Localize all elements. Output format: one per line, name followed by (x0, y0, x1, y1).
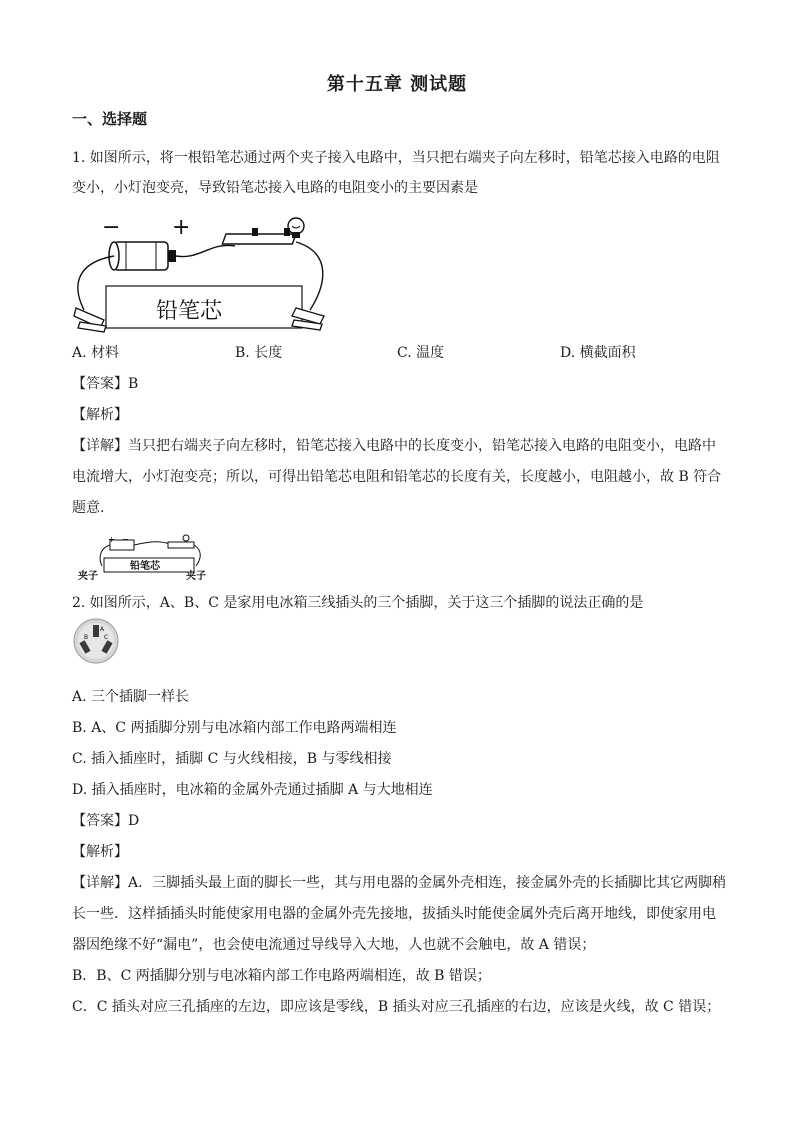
q2-detail-line1: 【详解】A．三脚插头最上面的脚长一些，其与用电器的金属外壳相连，接金属外壳的长插脚比其它两脚稍 (72, 875, 727, 891)
q1-small-right-clip: 夹子 (186, 571, 206, 582)
q1-analysis-heading: 【解析】 (72, 407, 128, 423)
q2-detail-line5: C．C 插头对应三孔插座的左边，即应该是零线，B 插头对应三孔插座的右边，应该是火线，故 C 错误； (72, 999, 721, 1015)
q1-answer: 【答案】B (72, 376, 139, 392)
q1-small-label: 铅笔芯 (130, 561, 160, 572)
q1-detail-line3: 题意. (72, 500, 105, 516)
q1-option-b: B. 长度 (235, 345, 283, 361)
q1-option-a: A. 材料 (72, 345, 120, 361)
battery-icon (109, 242, 176, 270)
left-clip-icon (74, 308, 106, 332)
svg-text:+: + (108, 535, 115, 544)
section-heading: 一、选择题 (72, 110, 148, 128)
bulb-icon (222, 218, 304, 244)
q1-detail-line1: 【详解】当只把右端夹子向左移时，铅笔芯接入电路中的长度变小，铅笔芯接入电路的电阻变小，电路中 (72, 438, 716, 454)
q2-pin-c-label: C (104, 634, 109, 641)
q1-plus-sign: + (172, 215, 191, 240)
q1-option-d: D. 横截面积 (560, 345, 636, 361)
page-title: 第十五章 测试题 (326, 74, 468, 95)
q1-detail-line2: 电流增大，小灯泡变亮；所以，可得出铅笔芯电阻和铅笔芯的长度有关，长度越小，电阻越小，故 B 符合 (72, 469, 722, 485)
q2-option-c: C. 插入插座时，插脚 C 与火线相接，B 与零线相接 (72, 751, 392, 767)
q1-stem-line1: 1. 如图所示，将一根铅笔芯通过两个夹子接入电路中，当只把右端夹子向左移时，铅笔芯接入电路的电阻 (72, 150, 720, 166)
q1-small-left-clip: 夹子 (78, 571, 98, 582)
q2-plug-figure (72, 617, 120, 665)
q2-answer: 【答案】D (72, 813, 140, 829)
three-pin-plug-icon (74, 619, 118, 663)
q1-circuit-figure (70, 212, 330, 334)
q1-small-circuit-figure (78, 532, 218, 582)
q1-pencil-lead-label: 铅笔芯 (156, 299, 223, 324)
q2-detail-line4: B．B、C 两插脚分别与电冰箱内部工作电路两端相连，故 B 错误； (72, 968, 491, 984)
q2-pin-b-label: B (84, 634, 89, 641)
svg-text:−: − (122, 535, 129, 544)
q2-detail-line3: 器因绝缘不好“漏电”，也会使电流通过导线导入大地，人也就不会触电，故 A 错误； (72, 937, 596, 953)
q1-stem-line2: 变小，小灯泡变亮，导致铅笔芯接入电路的电阻变小的主要因素是 (72, 180, 478, 196)
q2-option-b: B. A、C 两插脚分别与电冰箱内部工作电路两端相连 (72, 720, 397, 736)
q2-detail-line2: 长一些．这样插插头时能使家用电器的金属外壳先接地，拔插头时能使金属外壳后离开地线，即使家用电 (72, 906, 716, 922)
q1-option-c: C. 温度 (397, 345, 445, 361)
q2-stem: 2. 如图所示，A、B、C 是家用电冰箱三线插头的三个插脚，关于这三个插脚的说法正确的是 (72, 595, 644, 611)
q2-pin-a-label: A (100, 626, 105, 633)
q1-options (72, 342, 722, 362)
q2-analysis-heading: 【解析】 (72, 844, 128, 860)
q2-option-a: A. 三个插脚一样长 (72, 689, 190, 705)
q2-option-d: D. 插入插座时，电冰箱的金属外壳通过插脚 A 与大地相连 (72, 782, 433, 798)
q1-minus-sign: − (102, 215, 121, 240)
